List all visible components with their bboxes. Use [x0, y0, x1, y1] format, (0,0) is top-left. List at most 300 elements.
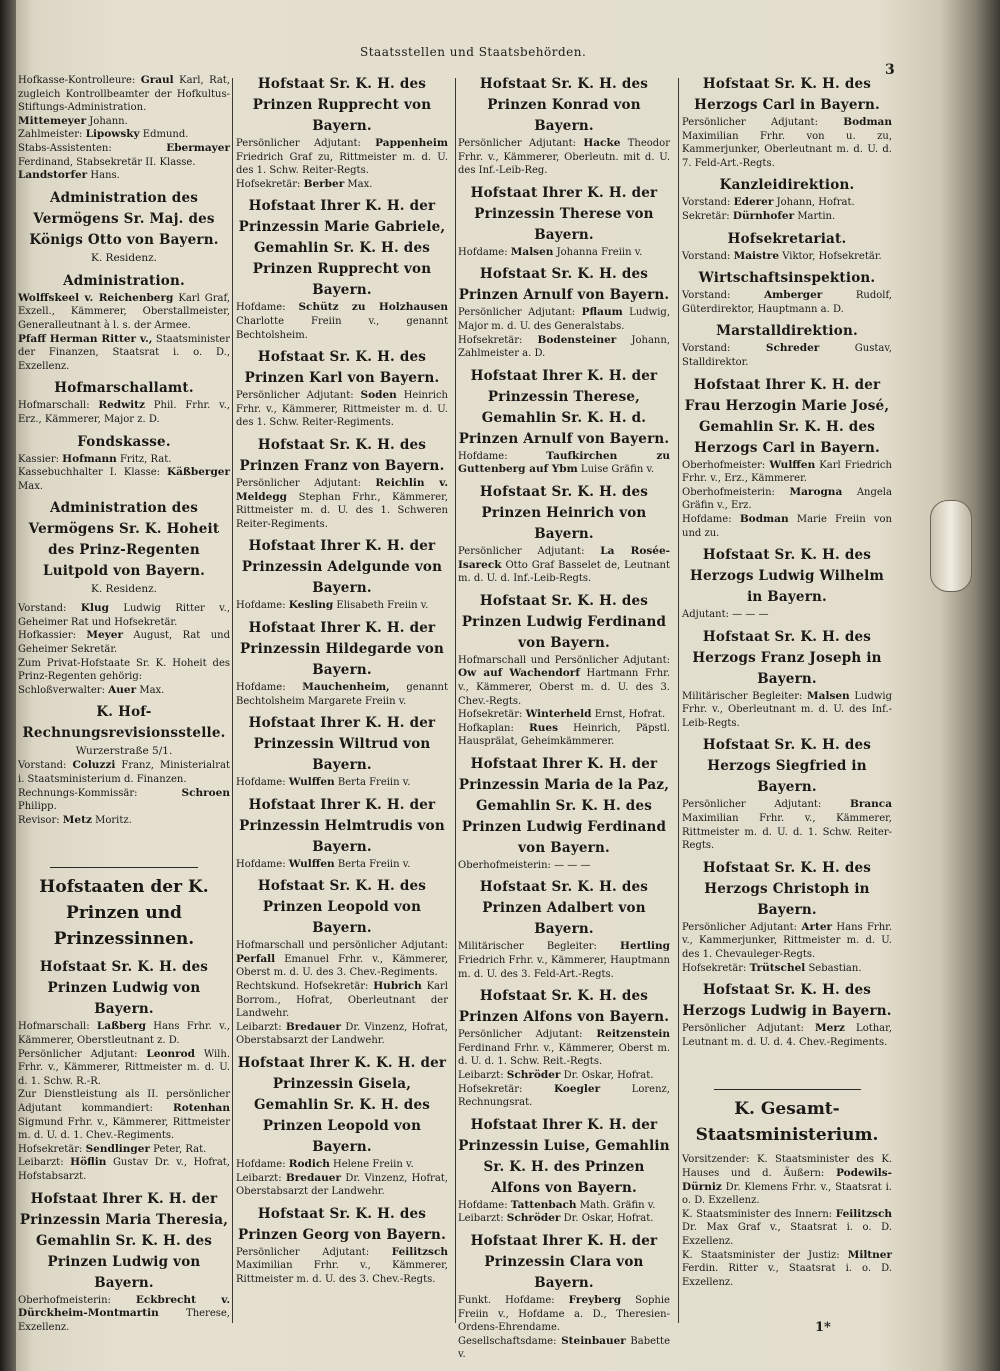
column-3: [458, 74, 670, 1367]
entry-name: Kesling: [288, 599, 334, 612]
entry-name: Malsen: [510, 245, 554, 258]
section: [682, 74, 892, 170]
section-heading: Hofstaat Ihrer K. H. der Prinzessin Therese, Gemahlin Sr. K. H. d. Prinzen Arnulf von Bayern.: [458, 367, 670, 447]
entry-list: [458, 859, 670, 873]
entry-role: Persönlicher Adjutant:: [682, 1023, 804, 1035]
entry-role: Leibarzt:: [236, 1021, 282, 1033]
section-heading: Hofstaat Ihrer K. H. der Prinzessin Luise, Gemahlin Sr. K. H. des Prinzen Alfons von Bayern.: [458, 1116, 670, 1196]
entry-details: Max.: [139, 684, 165, 696]
entry-details: Ludwig Frhr. v., Oberleutnant m. d. U. des Inf.-Leib-Regts.: [682, 690, 892, 729]
entry-name: Eckbrecht v. Dürckheim-Montmartin: [18, 1293, 230, 1320]
entry-name: Miltner: [847, 1248, 892, 1261]
entry-list: [18, 1294, 230, 1335]
section-heading: Hofstaat Ihrer K. H. der Prinzessin Marie Gabriele, Gemahlin Sr. K. H. des Prinzen Rupprecht von Bayern.: [238, 198, 446, 299]
entry-role: Hofdame:: [458, 450, 508, 462]
entry-role: Hofdame:: [458, 1199, 508, 1211]
entry: [458, 859, 670, 873]
entry-list: [682, 921, 892, 975]
entry: [18, 169, 230, 183]
entry-list: [682, 459, 892, 541]
entry: [18, 292, 230, 333]
entry-details: Ludwig, Major m. d. U. des Generalstabs.: [458, 307, 670, 332]
section: [682, 175, 892, 223]
entry: [236, 980, 448, 1021]
section: [682, 858, 892, 975]
entry-name: Marogna: [789, 485, 843, 498]
entry-details: August, Rat und Geheimer Sekretär.: [18, 630, 230, 656]
entry-details: Max.: [18, 480, 44, 492]
entry-name: Mauchenheim,: [302, 680, 390, 693]
entry: [18, 115, 230, 129]
section-heading: Hofstaat Ihrer K. H. der Prinzessin Clara von Bayern.: [470, 1233, 658, 1291]
entry-details: Karl Graf, Exzell., Kämmerer, Oberstallmeister, Generalleutnant à l. s. der Armee.: [18, 292, 231, 331]
entry-details: Maximilian Frhr. v., Kämmerer, Rittmeister m. d. U. des 3. Chev.-Regts.: [236, 1260, 448, 1285]
entry-role: Hofsekretär:: [458, 334, 523, 346]
entry: [458, 306, 670, 333]
entry-details: Dr. Klemens Frhr. v., Staatsrat i. o. D. Exzellenz.: [682, 1181, 892, 1207]
entry-name: Bredauer: [285, 1020, 341, 1033]
section: [682, 268, 892, 316]
entry-list: [682, 798, 892, 852]
section: [18, 867, 230, 952]
entry: [18, 787, 230, 814]
entry: [18, 466, 230, 493]
entry-details: Marie Freiin von und zu.: [682, 513, 892, 539]
entry-details: Dr. Max Graf v., Staatsrat i. o. D. Exzellenz.: [682, 1222, 892, 1247]
entry-name: Ederer: [733, 196, 774, 209]
entry-details: Franz, Ministerialrat i. Staatsministerium d. Finanzen.: [18, 760, 230, 786]
entry-list: [18, 453, 230, 494]
entry-role: Hofsekretär:: [458, 709, 523, 721]
entry: [682, 690, 892, 731]
entry-name: Steinbauer: [561, 1334, 626, 1347]
entry: [682, 196, 892, 210]
entry-name: Reichlin v. Meldegg: [236, 476, 448, 503]
entry-details: Dr. Vinzenz, Hofrat, Oberstabsarzt der Landwehr.: [236, 1021, 448, 1047]
entry-role: Persönlicher Adjutant:: [236, 477, 362, 489]
entry-role: Schloßverwalter:: [18, 684, 105, 696]
entry-list: [682, 250, 892, 264]
sheet-signature: 1*: [815, 1320, 831, 1335]
entry: [18, 399, 230, 426]
entry-role: Persönlicher Adjutant:: [682, 117, 818, 128]
entry-list: [682, 690, 892, 731]
entry-name: Wulffen: [769, 458, 816, 471]
section-heading: Hofstaat Sr. K. H. des Herzogs Carl in Bayern.: [694, 76, 880, 113]
entry-role: Hofmarschall und persönlicher Adjutant:: [236, 940, 448, 952]
entry: [236, 858, 448, 872]
entry-role: Leibarzt:: [18, 1157, 64, 1169]
entry-details: Johann.: [89, 115, 128, 127]
entry-name: Leonrod: [146, 1047, 195, 1060]
entry-details: Luise Gräfin v.: [580, 464, 655, 476]
section-heading: Hofstaat Ihrer K. H. der Prinzessin Hildegarde von Bayern.: [239, 619, 445, 678]
entry-name: Hertling: [620, 940, 670, 953]
entry-role: Hofdame:: [682, 513, 732, 525]
entry: [236, 1158, 448, 1172]
entry-name: Berber: [303, 177, 345, 190]
entry-details: Ludwig Ritter v., Geheimer Rat und Hofsekretär.: [18, 603, 230, 628]
entry-name: Maistre: [733, 249, 780, 262]
entry-role: Hofsekretär:: [236, 178, 301, 190]
entry-details: Maximilian Frhr. von u. zu, Kammerjunker, Oberleutnant m. d. U. d. 7. Feld-Art.-Regts.: [682, 130, 892, 169]
entry-details: Friedrich Frhr. v., Kämmerer, Hauptmann m. d. U. des 3. Feld-Art.-Regts.: [458, 955, 670, 980]
entry-role: Zahlmeister:: [18, 129, 83, 141]
entry-name: Hacke: [583, 137, 621, 149]
entry: [236, 389, 448, 430]
entry-name: Rues: [529, 721, 558, 734]
entry-role: Persönlicher Adjutant:: [458, 307, 576, 319]
entry-name: Schroen: [181, 786, 230, 799]
entry-details: Edmund.: [142, 129, 189, 141]
entry-name: Rotenhan: [173, 1101, 230, 1114]
entry: [18, 629, 230, 656]
section: [18, 271, 230, 374]
entry-list: [236, 301, 448, 342]
entry-name: Podewils-Dürniz: [682, 1167, 892, 1193]
entry-details: Philipp.: [18, 801, 57, 813]
entry-details: genannt Bechtolsheim Margarete Freiin v.: [236, 681, 448, 707]
entry-name: Feilitzsch: [835, 1207, 892, 1220]
section-address: Wurzerstraße 5/1.: [75, 745, 173, 758]
section: [18, 432, 230, 494]
entry-details: Stephan Frhr., Kämmerer, Rittmeister m. d. U. des 1. Schweren Reiter-Regiments.: [236, 491, 448, 530]
entry-list: [458, 940, 670, 981]
entry-details: Fritz, Rat.: [119, 453, 172, 465]
entry-name: Wolffskeel v. Reichenberg: [18, 291, 174, 304]
entry-list: [458, 450, 670, 477]
section: [236, 618, 448, 708]
entry: [236, 137, 448, 178]
entry-details: Staatsminister der Finanzen, Staatsrat i. o. D., Exzellenz.: [18, 333, 230, 372]
column-rule: [232, 78, 233, 1323]
section: [18, 498, 230, 597]
entry: [236, 1021, 448, 1048]
section-heading: Hofsekretariat.: [727, 230, 847, 247]
entry-role: Rechnungs-Kommissär:: [18, 787, 138, 799]
entry-role: Vorstand:: [18, 760, 67, 772]
entry-role: Hofdame:: [236, 681, 286, 693]
entry-role: Persönlicher Adjutant:: [236, 1246, 370, 1258]
entry-role: Rechtskund. Hofsekretär:: [236, 981, 369, 993]
entry: [18, 1020, 230, 1047]
entry: [458, 654, 670, 708]
entry-details: Lorenz, Rechnungsrat.: [458, 1083, 670, 1109]
entry: [236, 178, 448, 192]
section: [18, 74, 230, 183]
entry-role: Hofdame:: [458, 246, 508, 258]
entry-name: Redwitz: [98, 399, 145, 412]
entry-role: K. Staatsminister des Innern:: [682, 1208, 833, 1220]
entry-role: Kassier:: [18, 453, 59, 465]
entry: [682, 116, 892, 170]
entry-details: — — —: [732, 609, 769, 621]
entry-details: Gustav, Stalldirektor.: [682, 343, 892, 368]
entry-role: Hofmarschall:: [18, 400, 90, 412]
entry-details: Ferdin. Ritter v., Staatsrat i. o. D. Exzellenz.: [682, 1263, 892, 1288]
entry-role: Hofdame:: [236, 600, 286, 612]
entry-list: [682, 608, 892, 622]
section: [682, 735, 892, 852]
entry-name: Schröder: [506, 1069, 561, 1082]
section: [682, 1153, 892, 1289]
section-heading: Hofstaat Sr. K. H. des Prinzen Alfons von Bayern.: [458, 988, 670, 1026]
entry-name: Branca: [849, 798, 892, 811]
entry-name: Laßberg: [96, 1020, 146, 1033]
entry-role: Hofmarschall:: [18, 1021, 90, 1033]
entry-name: Pfaff Herman Ritter v.,: [18, 332, 153, 345]
entry-role: Vorsitzender: K. Staatsminister des K. Hauses und d. Äußern:: [682, 1154, 892, 1179]
entry: [236, 599, 448, 613]
section: [236, 435, 448, 531]
entry-role: Hofdame:: [236, 1159, 286, 1171]
entry-role: Vorstand:: [682, 343, 731, 355]
entry: [18, 142, 230, 169]
column-2: [236, 74, 448, 1292]
entry-role: Hofsekretär:: [682, 962, 747, 974]
section-heading: Hofstaat Sr. K. H. des Prinzen Konrad von Bayern.: [479, 76, 649, 134]
entry-details: Helene Freiin v.: [333, 1159, 414, 1171]
entry-role: Hofsekretär:: [18, 1143, 83, 1155]
section-heading: Hofmarschallamt.: [54, 380, 194, 397]
entry-name: Klug: [80, 602, 109, 615]
entry-list: [236, 599, 448, 613]
section: [18, 602, 230, 697]
running-title: Staatsstellen und Staatsbehörden.: [360, 45, 587, 59]
entry-role: Vorstand:: [18, 603, 67, 615]
entry-details: Johann, Hofrat.: [776, 197, 855, 209]
entry-details: Maximilian Frhr. v., Kämmerer, Rittmeister m. d. U. d. 1. Schw. Reiter-Regts.: [682, 813, 892, 852]
entry: [682, 1249, 892, 1290]
entry: [18, 1048, 230, 1089]
section: [682, 980, 892, 1049]
entry-details: Berta Freiin v.: [337, 858, 411, 870]
entry-list: [458, 1199, 670, 1226]
column-4: [682, 74, 892, 1294]
entry-list: [18, 292, 230, 374]
entry-name: Wulffen: [288, 776, 335, 789]
section-heading: Hofstaat Sr. K. H. des Herzogs Ludwig Wilhelm in Bayern.: [690, 547, 884, 606]
entry-name: Rodich: [288, 1158, 330, 1171]
entry-name: Landstorfer: [18, 169, 88, 182]
entry-details: Hans Frhr. v., Kämmerer, Oberstleutnant z. D.: [18, 1021, 230, 1046]
entry-role: Hofmarschall und Persönlicher Adjutant:: [458, 654, 670, 666]
entry-details: Babette v.: [458, 1335, 670, 1361]
section-heading: Hofstaat Sr. K. H. des Prinzen Georg von Bayern.: [238, 1205, 446, 1243]
column-rule: [678, 78, 679, 1323]
entry-details: Heinrich, Päpstl. Hausprälat, Geheimkämmerer.: [458, 722, 670, 748]
entry-list: [236, 1158, 448, 1199]
section: [458, 877, 670, 981]
entry: [682, 1208, 892, 1249]
section-heading: Hofstaat Ihrer K. K. H. der Prinzessin Gisela, Gemahlin Sr. K. H. des Prinzen Leopold von Bayern.: [237, 1055, 447, 1156]
entry: [18, 814, 230, 828]
column-1: [18, 74, 230, 1339]
section-heading: Hofstaat Sr. K. H. des Herzogs Christoph in Bayern.: [702, 859, 872, 918]
entry-list: [236, 858, 448, 872]
entry-name: Auer: [108, 683, 137, 696]
entry: [458, 1294, 670, 1335]
entry-details: Martin.: [797, 210, 836, 222]
entry-role: Hofsekretär:: [458, 1083, 523, 1095]
section: [458, 986, 670, 1110]
entry: [682, 1153, 892, 1207]
entry-name: Ebermayer: [166, 141, 230, 154]
entry-list: [458, 1294, 670, 1362]
entry-role: Oberhofmeisterin:: [18, 1294, 111, 1306]
section-heading: Hofstaat Sr. K. H. des Prinzen Karl von Bayern.: [244, 349, 440, 387]
entry-role: Hofdame:: [236, 858, 286, 870]
entry-list: [18, 74, 230, 183]
entry: [682, 459, 892, 486]
entry: [682, 608, 892, 622]
entry-details: Heinrich Frhr. v., Kämmerer, Rittmeister m. d. U. des 1. Schw. Reiter-Regiments.: [236, 390, 448, 429]
section: [682, 1089, 892, 1148]
entry-name: Bodensteiner: [537, 333, 617, 346]
entry: [458, 940, 670, 981]
entry-details: Rudolf, Güterdirektor, Hauptmann a. D.: [682, 290, 892, 315]
section: [18, 957, 230, 1183]
entry-details: Lothar, Leutnant m. d. U. d. 4. Chev.-Regiments.: [682, 1023, 892, 1048]
entry-details: Johanna Freiin v.: [556, 246, 643, 258]
entry: [236, 776, 448, 790]
entry-role: Leibarzt:: [458, 1213, 504, 1225]
entry: [682, 289, 892, 316]
entry-name: Hubrich: [373, 980, 422, 993]
entry-role: Persönlicher Adjutant:: [682, 799, 822, 811]
entry-name: Lipowsky: [85, 128, 140, 141]
section: [682, 375, 892, 541]
entry-name: Ow auf Wachendorf: [458, 667, 580, 680]
entry-role: Leibarzt:: [236, 1172, 282, 1184]
section: [458, 754, 670, 873]
entry: [458, 1199, 670, 1213]
entry-details: Sebastian.: [808, 962, 862, 974]
page-number: 3: [885, 62, 895, 78]
entry-role: Vorstand:: [682, 250, 731, 262]
entry-role: Persönlicher Adjutant:: [458, 545, 585, 557]
entry-list: [458, 654, 670, 749]
entry-details: Johann, Zahlmeister a. D.: [458, 334, 670, 360]
column-rule: [455, 78, 456, 1323]
entry-list: [458, 137, 670, 178]
entry: [236, 301, 448, 342]
section: [682, 545, 892, 622]
entry-role: Oberhofmeisterin:: [682, 486, 775, 498]
entry: [458, 450, 670, 477]
section-heading: Hofstaat Sr. K. H. des Prinzen Arnulf von Bayern.: [458, 266, 670, 304]
entry-name: Arter: [801, 920, 833, 933]
entry: [458, 1335, 670, 1362]
entry-role: Militärischer Begleiter:: [458, 941, 597, 953]
entry-name: Meyer: [86, 629, 123, 642]
entry-name: Taufkirchen zu Guttenberg auf Ybm: [458, 449, 670, 476]
entry-role: Oberhofmeisterin:: [458, 859, 551, 871]
section-heading: Kanzleidirektion.: [719, 177, 855, 194]
entry-list: [18, 759, 230, 827]
entry: [458, 334, 670, 361]
section: [18, 1189, 230, 1335]
entry: [458, 545, 670, 586]
section-heading: Hofstaat Sr. K. H. des Prinzen Leopold von Bayern.: [257, 878, 427, 937]
section: [458, 1231, 670, 1362]
section: [682, 627, 892, 731]
entry-role: Revisor:: [18, 814, 60, 826]
entry: [236, 939, 448, 980]
entry-role: Vorstand:: [682, 290, 731, 302]
entry-name: Soden: [360, 389, 397, 402]
entry: [458, 1083, 670, 1110]
entry-name: Schütz zu Holzhausen: [298, 301, 449, 314]
entry-name: Malsen: [807, 689, 850, 702]
section-heading: Administration des Vermögens Sr. Maj. des Königs Otto von Bayern.: [29, 189, 219, 248]
entry-details: Ferdinand, Stabsekretär II. Klasse.: [18, 156, 196, 168]
entry-details: Max.: [347, 178, 373, 190]
entry-details: Berta Freiin v.: [337, 777, 411, 789]
section: [236, 713, 448, 790]
section: [458, 264, 670, 360]
entry-name: Graul: [140, 74, 174, 86]
entry-details: Sigmund Frhr. v., Kämmerer, Rittmeister m. d. U. d. 1. Chev.-Regiments.: [18, 1116, 230, 1142]
section-heading: Hofstaat Sr. K. H. des Herzogs Ludwig in Bayern.: [682, 982, 892, 1020]
entry-list: [236, 939, 448, 1048]
entry-role: Stabs-Assistenten:: [18, 142, 112, 154]
entry-name: Pflaum: [581, 306, 623, 319]
entry-list: [458, 1028, 670, 1110]
section: [458, 74, 670, 178]
entry-details: Charlotte Freiin v., genannt Bechtolsheim.: [236, 315, 448, 341]
section-rule: [50, 867, 198, 868]
entry-role: Persönlicher Adjutant:: [18, 1048, 138, 1060]
section-heading: Hofstaat Ihrer K. H. der Prinzessin Adelgunde von Bayern.: [241, 538, 443, 597]
entry-name: Trütschel: [749, 961, 806, 974]
entry-list: [236, 137, 448, 191]
entry-details: Wilh. Frhr. v., Kämmerer, Rittmeister m. d. U. d. 1. Schw. R.-R.: [18, 1048, 230, 1087]
section-heading: Hofstaat Ihrer K. H. der Prinzessin Therese von Bayern.: [470, 184, 658, 243]
section: [236, 1204, 448, 1287]
entry-role: Hofdame:: [236, 777, 286, 789]
entry-role: Persönlicher Adjutant:: [458, 1029, 583, 1041]
entry: [458, 137, 670, 178]
entry-role: Vorstand:: [682, 197, 731, 209]
section: [236, 1053, 448, 1199]
entry-details: Karl Borrom., Hofrat, Oberleutnant der Landwehr.: [236, 981, 448, 1020]
entry-role: Persönlicher Adjutant:: [236, 390, 354, 402]
entry-list: [682, 1022, 892, 1049]
entry: [18, 1143, 230, 1157]
entry-role: Funkt. Hofdame:: [458, 1295, 555, 1306]
entry-details: Zum Privat-Hofstaate Sr. K. Hoheit des Prinz-Regenten gehörig:: [18, 657, 230, 683]
entry-list: [236, 389, 448, 430]
section: [236, 74, 448, 191]
entry-role: Hofkassier:: [18, 630, 76, 642]
entry: [682, 210, 892, 224]
entry: [18, 602, 230, 629]
entry: [682, 342, 892, 369]
entry-name: Koegler: [554, 1082, 601, 1095]
entry-details: Friedrich Graf zu, Rittmeister m. d. U. des 1. Schw. Reiter-Regts.: [236, 151, 448, 177]
entry-details: Therese, Exzellenz.: [18, 1308, 230, 1333]
entry-list: [458, 246, 670, 260]
entry: [458, 246, 670, 260]
entry-role: Gesellschaftsdame:: [458, 1335, 557, 1347]
entry: [18, 1294, 230, 1335]
entry-role: Oberhofmeister:: [682, 459, 766, 471]
entry-role: Kassebuchhalter I. Klasse:: [18, 467, 161, 479]
entry-details: Sophie Freiin v., Hofdame a. D., Theresien-Ordens-Ehrendame.: [458, 1295, 670, 1334]
entry-list: [682, 116, 892, 170]
entry-name: Bodman: [843, 116, 892, 128]
